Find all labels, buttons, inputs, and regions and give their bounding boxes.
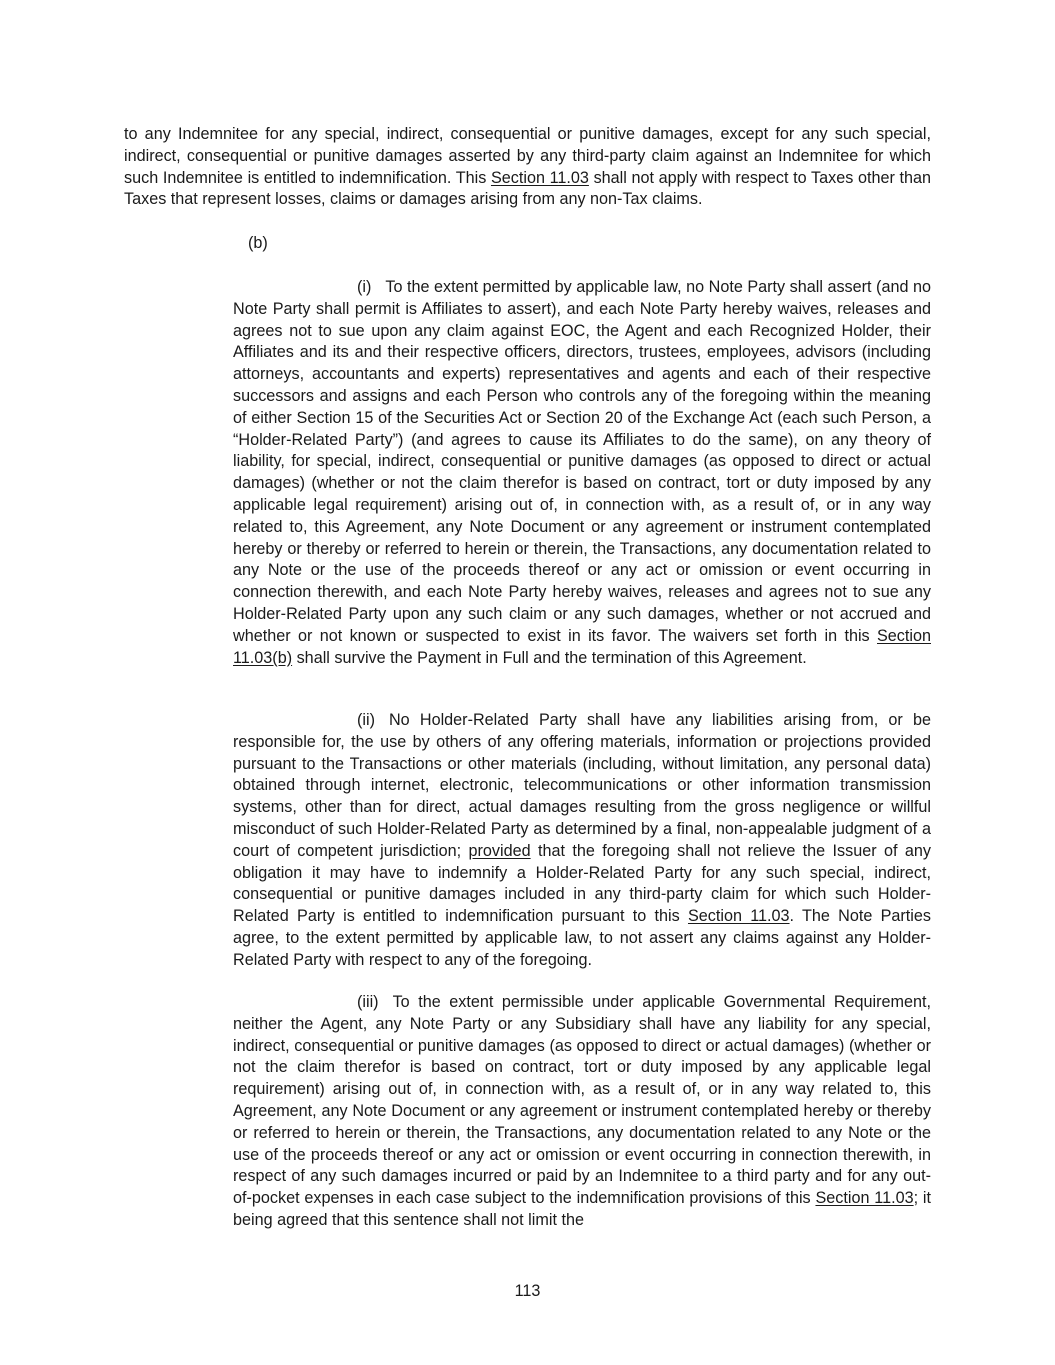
clause-text: To the extent permitted by applicable law, no Note Party shall assert (and no Note Party shall permit is Affiliates to assert), and each Note Party hereby waives, releases and agrees not to sue upon any claim against EOC, the Agent and each Recognized Holder, their Affiliates and its and their respective officers, directors, trustees, employees, advisors (including attorneys, accountants and experts) representatives and agents and each of their respective successors and assigns and each Person who controls any of the foregoing within the meaning of either Section 15 of the Securities Act or Section 20 of the Exchange Act (each such Person, a “Holder-Related Party”) (and agrees to cause its Affiliates to do the same), on any theory of liability, for special, indirect, consequential or punitive damages (as opposed to direct or actual damages) (whether or not the claim therefor is based on contract, tort or duty imposed by any applicable legal requirement) arising out of, in connection with, as a result of, or in any way related to, this Agreement, any Note Document or any agreement or instrument contemplated hereby or thereby or referred to herein or therein, the Transactions, any documentation related to any Note or the use of the proceeds thereof or any act or omission or event occurring in connection therewith, and each Note Party hereby waives, releases and agrees not to sue any Holder-Related Party upon any such claim or any such damages, whether or not accrued and whether or not known or suspected to exist in its favor. The waivers set forth in this	[233, 278, 931, 645]
clause-marker: (iii)	[357, 993, 379, 1011]
clause-text: To the extent permissible under applicable Governmental Requirement, neither the Agent, any Note Party or any Subsidiary shall have any liability for any special, indirect, consequential or punitive damages (as opposed to direct or actual damages) (whether or not the claim therefor is based on contract, tort or duty imposed by any applicable legal requirement) arising out of, in connection with, as a result of, or in any way related to, this Agreement, any Note Document or any agreement or instrument contemplated hereby or thereby or referred to herein or therein, the Transactions, any documentation related to any Note or the use of the proceeds thereof or any act or omission or event occurring in connection therewith, in respect of any such damages incurred or paid by an Indemnitee to a third party and for any out-of-pocket expenses in each case subject to the indemnification provisions of this	[233, 993, 931, 1208]
page-number: 113	[514, 1282, 541, 1300]
subsection-b-heading	[248, 233, 308, 255]
clause-text: ; it being agreed that this sentence shall not limit the	[233, 1189, 932, 1229]
section-reference: Section 11.03	[815, 1189, 914, 1208]
clause-marker: (ii)	[357, 711, 375, 729]
clause-ii	[233, 710, 931, 972]
continued-paragraph	[124, 124, 931, 211]
clause-text: that the foregoing shall not relieve the Issuer of any obligation it may have to indemnify a Holder-Related Party for any such special, indirect, consequential or punitive damages included in any third-party claim for which such Holder-Related Party is entitled to indemnification pursuant to this	[233, 841, 931, 926]
paragraph-text: to any Indemnitee for any special, indirect, consequential or punitive damages, except for any such special, indirect, consequential or punitive damages asserted by any third-party claim against an Indemnitee for which such Indemnitee is entitled to indemnification. This	[124, 125, 931, 187]
clause-i	[233, 277, 931, 669]
section-reference: Section 11.03(b)	[233, 626, 931, 667]
clause-marker: (i)	[357, 278, 372, 296]
section-reference: Section 11.03	[490, 168, 589, 187]
section-reference: Section 11.03	[687, 907, 790, 926]
subsection-marker: (b)	[248, 234, 268, 252]
paragraph-text: shall not apply with respect to Taxes other than Taxes that represent losses, claims or damages arising from any non-Tax claims.	[124, 168, 932, 209]
defined-term-provided: provided	[468, 841, 531, 860]
clause-text: shall survive the Payment in Full and the termination of this Agreement.	[292, 648, 807, 667]
clause-text: No Holder-Related Party shall have any liabilities arising from, or be responsible for, the use by others of any offering materials, information or projections provided pursuant to the Transactions or other materials (including, without limitation, any personal data) obtained through internet, electronic, telecommunications or other information transmission systems, other than for direct, actual damages resulting from the gross negligence or willful misconduct of such Holder-Related Party as determined by a final, non-appealable judgment of a court of competent jurisdiction;	[233, 711, 931, 860]
clause-iii	[233, 992, 931, 1232]
clause-text: . The Note Parties agree, to the extent permitted by applicable law, to not assert any claims against any Holder-Related Party with respect to any of the foregoing.	[233, 907, 932, 969]
